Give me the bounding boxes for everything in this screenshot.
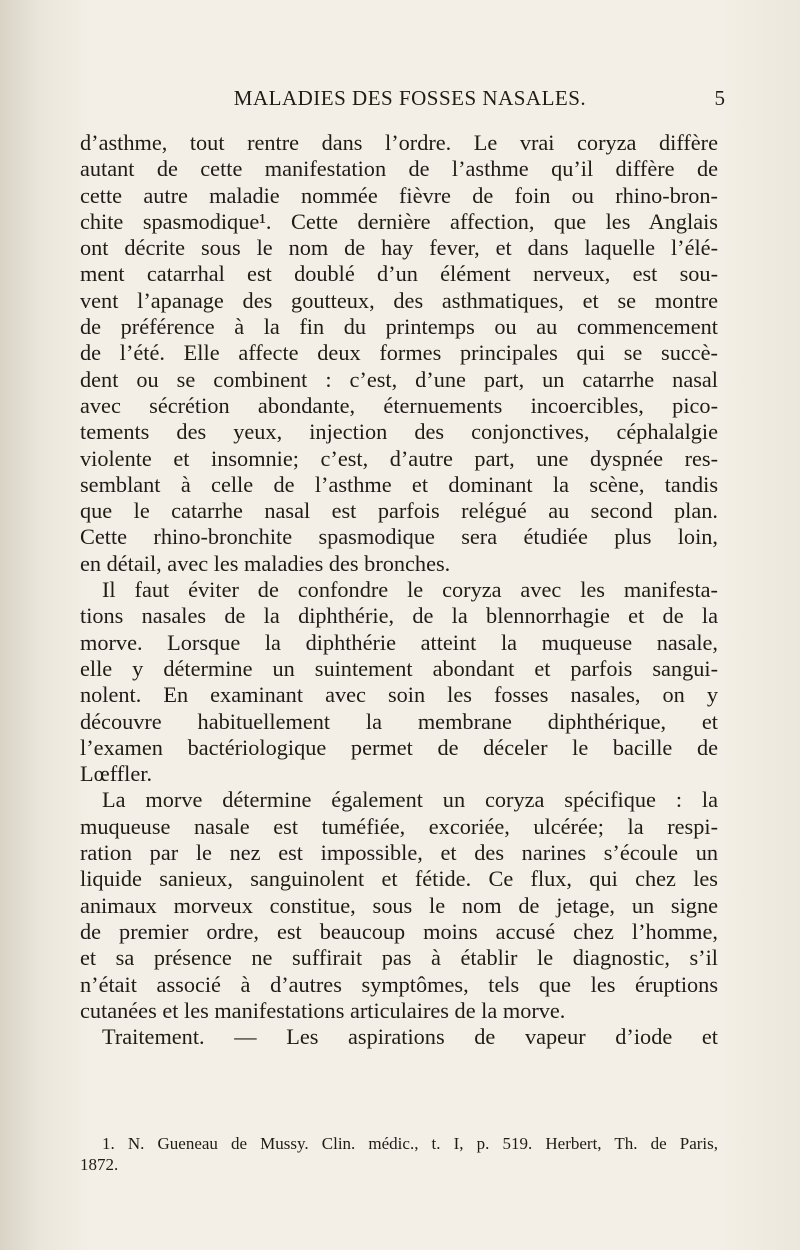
text-line: nolent. En examinant avec soin les fosses nasales, on y: [80, 682, 718, 708]
text-line: et sa présence ne suffirait pas à établir le diagnostic, s’il: [80, 945, 718, 971]
text-line: La morve détermine également un coryza spécifique : la: [102, 787, 718, 813]
text-line: d’asthme, tout rentre dans l’ordre. Le vrai coryza diffère: [80, 130, 718, 155]
text-line: Cette rhino-bronchite spasmodique sera étudiée plus loin,: [80, 524, 718, 550]
text-line: tions nasales de la diphthérie, de la blennorrhagie et de la: [80, 603, 718, 629]
text-line: n’était associé à d’autres symptômes, tels que les éruptions: [80, 971, 718, 997]
text-line: de l’été. Elle affecte deux formes principales qui se succè-: [80, 340, 718, 366]
text-line: que le catarrhe nasal est parfois relégué au second plan.: [80, 498, 718, 524]
text-line: cutanées et les manifestations articulaires de la morve.: [80, 997, 566, 1023]
text-line: violente et insomnie; c’est, d’autre part, une dyspnée res-: [80, 445, 718, 471]
text-line: cette autre maladie nommée fièvre de foin ou rhino-bron-: [80, 182, 718, 208]
footnote: [80, 1133, 718, 1175]
text-line: animaux morveux constitue, sous le nom de jetage, un signe: [80, 892, 718, 918]
text-line: chite spasmodique¹. Cette dernière affection, que les Anglais: [80, 208, 718, 234]
body-text: [80, 130, 718, 1050]
running-title: MALADIES DES FOSSES NASALES.: [233, 86, 587, 110]
page-number: 5: [714, 86, 725, 110]
text-line: ment catarrhal est doublé d’un élément nerveux, est sou-: [80, 261, 718, 287]
text-line: Il faut éviter de confondre le coryza avec les manifesta-: [102, 577, 718, 603]
text-line: en détail, avec les maladies des bronches.: [80, 550, 451, 576]
footnote-line: 1872.: [80, 1155, 119, 1174]
text-line: découvre habituellement la membrane diphthérique, et: [80, 708, 718, 734]
footnote-line: 1. N. Gueneau de Mussy. Clin. médic., t. I, p. 519. Herbert, Th. de Paris,: [102, 1134, 718, 1153]
text-line: liquide sanieux, sanguinolent et fétide. Ce flux, qui chez les: [80, 866, 718, 892]
text-line: semblant à celle de l’asthme et dominant la scène, tandis: [80, 471, 718, 497]
text-line: autant de cette manifestation de l’asthme qu’il diffère de: [80, 156, 718, 182]
text-line: avec sécrétion abondante, éternuements incoercibles, pico-: [80, 392, 718, 418]
text-line: morve. Lorsque la diphthérie atteint la muqueuse nasale,: [80, 629, 718, 655]
text-line: l’examen bactériologique permet de déceler le bacille de: [80, 734, 718, 760]
text-line: Lœffler.: [80, 761, 153, 787]
text-line: dent ou se combinent : c’est, d’une part, un catarrhe nasal: [80, 366, 718, 392]
text-line: elle y détermine un suintement abondant et parfois sangui-: [80, 655, 718, 681]
page-header: [95, 86, 725, 116]
text-line: Traitement. — Les aspirations de vapeur d’iode et: [102, 1024, 718, 1050]
text-line: ont décrite sous le nom de hay fever, et dans laquelle l’élé-: [80, 235, 718, 261]
text-line: muqueuse nasale est tuméfiée, excoriée, ulcérée; la respi-: [80, 813, 718, 839]
text-line: de premier ordre, est beaucoup moins accusé chez l’homme,: [80, 918, 718, 944]
text-line: ration par le nez est impossible, et des narines s’écoule un: [80, 840, 718, 866]
text-line: de préférence à la fin du printemps ou au commencement: [80, 314, 718, 340]
text-line: vent l’apanage des goutteux, des asthmatiques, et se montre: [80, 287, 718, 313]
text-line: tements des yeux, injection des conjonctives, céphalalgie: [80, 419, 718, 445]
